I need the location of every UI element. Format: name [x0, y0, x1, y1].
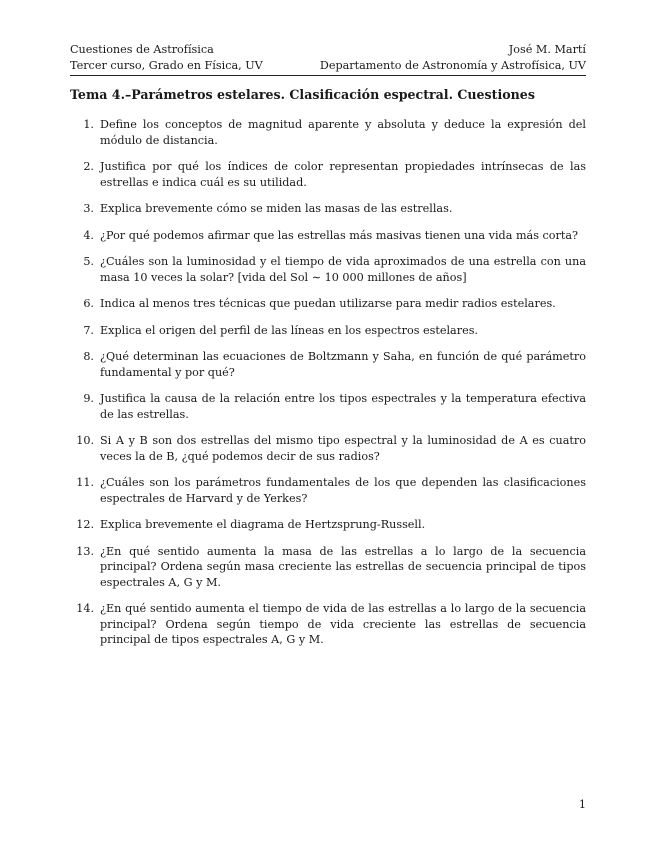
- question-item: [70, 349, 586, 380]
- question-text: Indica al menos tres técnicas que puedan utilizarse para medir radios estelares.: [100, 297, 556, 310]
- question-text: ¿En qué sentido aumenta el tiempo de vida de las estrellas a lo largo de la secuencia principal? Ordena según tiempo de vida creciente las estrellas de secuencia principal de tipos espectrales A, G y M.: [100, 602, 586, 646]
- question-item: [70, 117, 586, 148]
- question-number: 7.: [83, 323, 94, 337]
- header-course: Cuestiones de Astrofísica: [70, 43, 214, 56]
- question-text: Justifica la causa de la relación entre los tipos espectrales y la temperatura efectiva de las estrellas.: [100, 392, 586, 421]
- question-number: 12.: [76, 518, 94, 531]
- question-number: 13.: [76, 544, 94, 558]
- question-item: [70, 544, 586, 591]
- question-text: Explica brevemente cómo se miden las masas de las estrellas.: [100, 202, 453, 215]
- question-list: [70, 117, 586, 659]
- question-item: [70, 159, 586, 190]
- question-number: 1.: [83, 118, 94, 131]
- question-text: Si A y B son dos estrellas del mismo tipo espectral y la luminosidad de A es cuatro veces la de B, ¿qué podemos decir de sus radios?: [100, 434, 586, 463]
- question-number: 14.: [76, 602, 94, 615]
- page-title: Tema 4.–Parámetros estelares. Clasificación espectral. Cuestiones: [70, 87, 535, 102]
- question-number: 6.: [83, 297, 94, 310]
- question-text: Explica brevemente el diagrama de Hertzsprung-Russell.: [100, 518, 426, 531]
- question-item: [70, 433, 586, 464]
- question-text: ¿Qué determinan las ecuaciones de Boltzmann y Saha, en función de qué parámetro fundamental y por qué?: [100, 350, 586, 379]
- question-number: 9.: [83, 392, 94, 405]
- question-item: [70, 296, 586, 312]
- header-row-top: [70, 42, 586, 58]
- question-text: ¿Por qué podemos afirmar que las estrellas más masivas tienen una vida más corta?: [100, 228, 579, 242]
- question-item: [70, 201, 586, 217]
- question-number: 10.: [76, 434, 94, 447]
- question-item: [70, 391, 586, 422]
- question-text: Define los conceptos de magnitud aparente y absoluta y deduce la expresión del módulo de distancia.: [100, 118, 586, 147]
- header-divider: [70, 75, 586, 76]
- question-item: [70, 601, 586, 648]
- question-number: 3.: [83, 202, 94, 215]
- question-text: Explica el origen del perfil de las líneas en los espectros estelares.: [100, 323, 478, 337]
- question-item: [70, 323, 586, 339]
- question-number: 5.: [83, 255, 94, 268]
- question-number: 11.: [76, 476, 94, 489]
- question-number: 4.: [83, 228, 94, 242]
- question-text: ¿Cuáles son la luminosidad y el tiempo de vida aproximados de una estrella con una masa 10 veces la solar? [vida del Sol ∼ 10 000 millones de años]: [100, 255, 586, 284]
- header-author: José M. Martí: [508, 43, 586, 56]
- question-text: ¿Cuáles son los parámetros fundamentales de los que dependen las clasificaciones espectrales de Harvard y de Yerkes?: [100, 476, 586, 505]
- question-item: [70, 228, 586, 244]
- question-item: [70, 254, 586, 285]
- header-row-bottom: [70, 58, 586, 74]
- question-number: 2.: [83, 160, 94, 173]
- page-header: [70, 42, 586, 74]
- question-item: [70, 475, 586, 506]
- header-department: Departamento de Astronomía y Astrofísica, UV: [319, 59, 586, 72]
- question-number: 8.: [83, 350, 94, 363]
- question-item: [70, 517, 586, 533]
- question-text: ¿En qué sentido aumenta la masa de las estrellas a lo largo de la secuencia principal? Ordena según masa creciente las estrellas de secuencia principal de tipos espectrales A, G y M.: [100, 544, 586, 589]
- header-course-detail: Tercer curso, Grado en Física, UV: [70, 59, 263, 72]
- page-number: 1: [578, 798, 586, 811]
- question-text: Justifica por qué los índices de color representan propiedades intrínsecas de las estrellas e indica cuál es su utilidad.: [100, 160, 586, 189]
